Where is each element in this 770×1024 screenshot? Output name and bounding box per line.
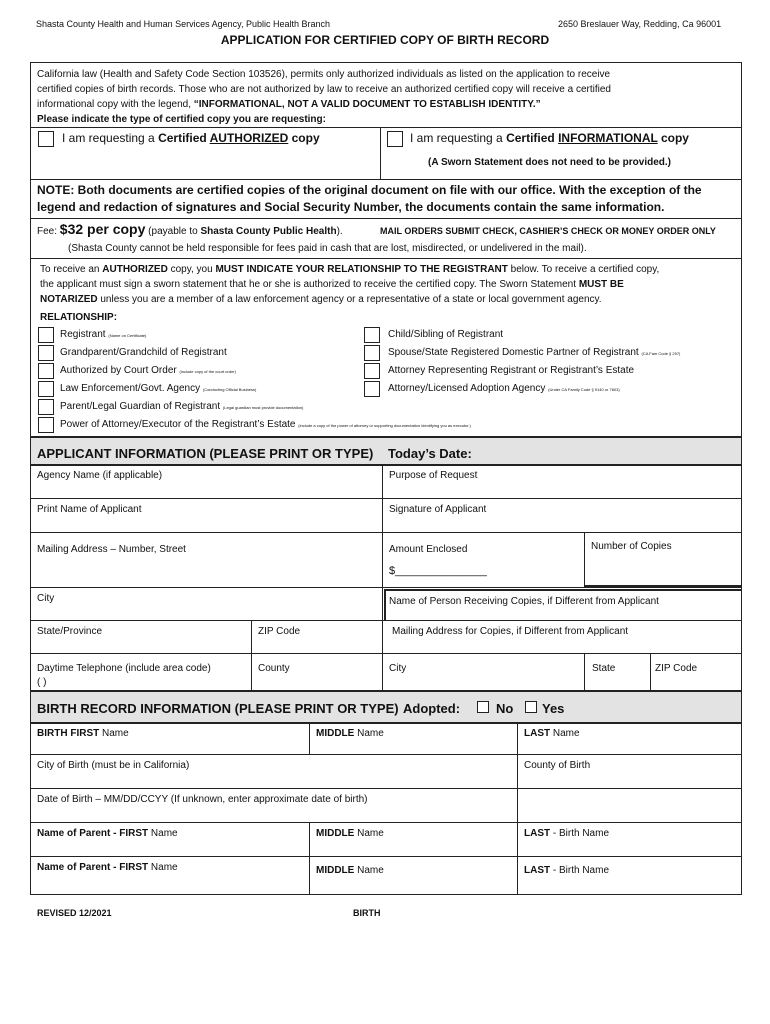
amount-enclosed-field[interactable]: Amount Enclosed [389,544,468,555]
zip-field[interactable]: ZIP Code [258,626,301,637]
copies-state-field[interactable]: State [592,663,616,674]
sworn-statement-note: (A Sworn Statement does not need to be provided.) [428,157,671,168]
parent2-last-name-field[interactable]: LAST - Birth Name [524,865,610,876]
daytime-phone-field[interactable]: Daytime Telephone (include area code) [37,663,211,674]
page-title: APPLICATION FOR CERTIFIED COPY OF BIRTH RECORD [220,33,550,47]
mail-orders-note: MAIL ORDERS SUBMIT CHECK, CASHIER’S CHECK OR MONEY ORDER ONLY [380,226,716,236]
relationship-child-sibling-label: Child/Sibling of Registrant [388,329,504,340]
mailing-copies-field[interactable]: Mailing Address for Copies, if Different from Applicant [392,626,629,637]
authorized-copy-checkbox[interactable] [38,131,54,147]
agency-name-field[interactable]: Agency Name (if applicable) [37,470,163,481]
relationship-label: RELATIONSHIP: [40,312,118,323]
informational-copy-label: I am requesting a Certified INFORMATIONAL copy [410,131,689,145]
county-field[interactable]: County [258,663,290,674]
authorized-instructions: To receive an AUTHORIZED copy, you MUST INDICATE YOUR RELATIONSHIP TO THE REGISTRANT below. To receive a certified copy, the applicant must sign a sworn statement that he or she is authorized to receive the certified copy. The Sworn Statement MUST BE NOTARIZED unless you are a member of a law enforcement agency or a representative of a state or local government agency. [40,264,660,305]
county-of-birth-field[interactable]: County of Birth [524,760,591,771]
intro-text: California law (Health and Safety Code Section 103526), permits only authorized individuals as listed on the application to receive certified copies of birth records. Those who are not authorized by law to receive an authorized certified copy will receive a certified informational copy with the legend, “INFORMATIONAL, NOT A VALID DOCUMENT TO ESTABLISH IDENTITY.” Please indicate the type of certified copy you are requesting: [37,69,611,125]
todays-date-label: Today’s Date: [388,446,472,461]
fee-line: Fee: $32 per copy (payable to Shasta County Public Health). [37,221,343,237]
mailing-address-field[interactable]: Mailing Address – Number, Street [37,544,186,555]
relationship-parent-guardian-label: Parent/Legal Guardian of Registrant (Legal guardian must provide documentation) [60,401,304,412]
parent1-last-name-field[interactable]: LAST - Birth Name [524,828,610,839]
birth-first-name-field[interactable]: BIRTH FIRST Name [37,728,129,739]
relationship-spouse-checkbox[interactable] [364,345,380,361]
agency-name: Shasta County Health and Human Services Agency, Public Health Branch [36,19,330,29]
parent1-first-name-field[interactable]: Name of Parent - FIRST Name [37,828,178,839]
state-province-field[interactable]: State/Province [37,626,103,637]
birth-middle-name-field[interactable]: MIDDLE Name [316,728,384,739]
relationship-law-enforcement-label: Law Enforcement/Govt. Agency (Conducting Official Business) [60,383,257,394]
form-type: BIRTH [353,908,381,918]
relationship-court-order-checkbox[interactable] [38,363,54,379]
signature-field[interactable]: Signature of Applicant [389,504,487,515]
relationship-adoption-agency-label: Attorney/Licensed Adoption Agency (Under CA Family Code § 9140 or 7603) [388,383,620,394]
relationship-power-of-attorney-checkbox[interactable] [38,417,54,433]
cash-disclaimer: (Shasta County cannot be held responsible for fees paid in cash that are lost, misdirected, or undelivered in the mail). [68,243,587,254]
informational-copy-checkbox[interactable] [387,131,403,147]
relationship-adoption-agency-checkbox[interactable] [364,381,380,397]
adopted-no-checkbox[interactable] [477,701,489,713]
number-of-copies-field[interactable]: Number of Copies [591,541,672,552]
relationship-power-of-attorney-label: Power of Attorney/Executor of the Registrant’s Estate (include a copy of the power of attorney or supporting documentation identifying you as executor.) [60,419,471,430]
print-name-field[interactable]: Print Name of Applicant [37,504,142,515]
copies-zip-field[interactable]: ZIP Code [655,663,698,674]
copies-city-field[interactable]: City [389,663,407,674]
date-of-birth-field[interactable]: Date of Birth – MM/DD/CCYY (If unknown, enter approximate date of birth) [37,794,368,805]
relationship-grandparent-checkbox[interactable] [38,345,54,361]
relationship-child-sibling-checkbox[interactable] [364,327,380,343]
authorized-copy-label: I am requesting a Certified AUTHORIZED copy [62,131,320,145]
note-text: NOTE: Both documents are certified copies of the original document on file with our office. With the exception of the legend and redaction of signatures and Social Security Number, the documents contain the same information. [37,183,702,214]
phone-paren: ( ) [37,677,47,688]
adopted-yes-label: Yes [542,701,565,716]
adopted-no-label: No [496,701,514,716]
relationship-registrant-checkbox[interactable] [38,327,54,343]
receiving-name-field[interactable]: Name of Person Receiving Copies, if Different from Applicant [389,596,659,607]
purpose-field[interactable]: Purpose of Request [389,470,478,481]
adopted-yes-checkbox[interactable] [525,701,537,713]
relationship-attorney-checkbox[interactable] [364,363,380,379]
birth-heading: BIRTH RECORD INFORMATION (PLEASE PRINT OR TYPE) [37,701,399,716]
city-of-birth-field[interactable]: City of Birth (must be in California) [37,760,190,771]
parent2-middle-name-field[interactable]: MIDDLE Name [316,865,384,876]
adopted-label: Adopted: [403,701,461,716]
relationship-law-enforcement-checkbox[interactable] [38,381,54,397]
relationship-spouse-label: Spouse/State Registered Domestic Partner of Registrant (CA Fam Code § 297) [388,347,681,358]
relationship-parent-guardian-checkbox[interactable] [38,399,54,415]
amount-blank: $_______________ [389,565,487,577]
relationship-court-order-label: Authorized by Court Order (include copy of the court order) [60,365,236,376]
birth-last-name-field[interactable]: LAST Name [524,728,580,739]
relationship-attorney-label: Attorney Representing Registrant or Registrant’s Estate [388,365,635,376]
agency-address: 2650 Breslauer Way, Redding, Ca 96001 [558,19,722,29]
parent2-first-name-field[interactable]: Name of Parent - FIRST Name [37,862,178,873]
relationship-grandparent-label: Grandparent/Grandchild of Registrant [60,347,227,358]
parent1-middle-name-field[interactable]: MIDDLE Name [316,828,384,839]
city-field[interactable]: City [37,593,55,604]
revised-date: REVISED 12/2021 [37,908,112,918]
relationship-registrant-label: Registrant (Name on Certificate) [60,329,147,340]
applicant-heading: APPLICANT INFORMATION (PLEASE PRINT OR TYPE) [37,446,374,461]
